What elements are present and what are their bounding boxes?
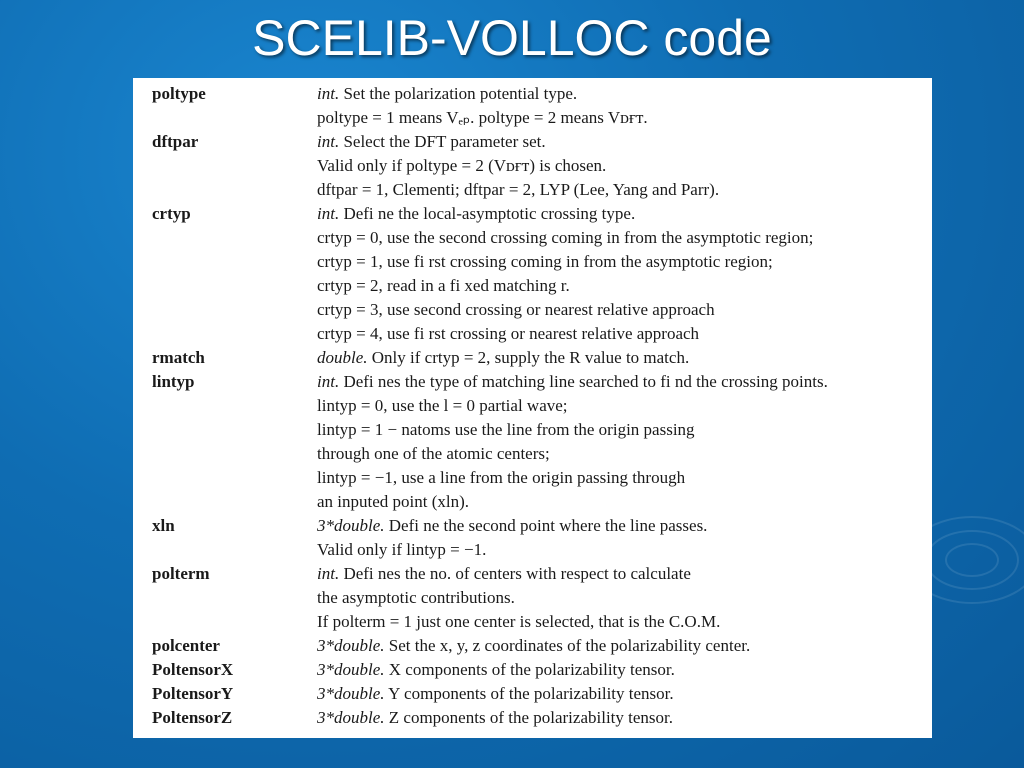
parameter-type: int. xyxy=(317,84,340,103)
parameter-text: Select the DFT parameter set. xyxy=(339,132,546,151)
parameter-text: crtyp = 1, use fi rst crossing coming in from the asymptotic region; xyxy=(317,252,773,271)
table-row xyxy=(133,298,932,322)
parameter-text: poltype = 1 means Vₑₚ. poltype = 2 means Vᴅғᴛ. xyxy=(317,108,648,127)
parameter-name: PoltensorZ xyxy=(152,708,233,727)
parameter-text: the asymptotic contributions. xyxy=(317,588,515,607)
table-row xyxy=(133,130,932,154)
parameter-text: Valid only if poltype = 2 (Vᴅғᴛ) is chosen. xyxy=(317,156,607,175)
parameter-type: int. xyxy=(317,564,340,583)
parameter-description xyxy=(317,634,750,658)
parameter-description xyxy=(317,394,568,418)
parameter-description xyxy=(317,298,715,322)
parameter-description xyxy=(317,442,550,466)
parameter-description xyxy=(317,346,689,370)
table-row xyxy=(133,442,932,466)
parameter-description xyxy=(317,250,773,274)
parameter-text: lintyp = −1, use a line from the origin passing through xyxy=(317,468,686,487)
parameter-text: dftpar = 1, Clementi; dftpar = 2, LYP (Lee, Yang and Parr). xyxy=(317,180,720,199)
parameter-description xyxy=(317,178,719,202)
parameter-table xyxy=(133,78,932,738)
parameter-name: dftpar xyxy=(152,132,199,151)
table-row xyxy=(133,658,932,682)
table-row xyxy=(133,226,932,250)
parameter-description xyxy=(317,418,695,442)
parameter-type: 3*double. xyxy=(317,516,385,535)
parameter-name: PoltensorX xyxy=(152,660,234,679)
parameter-text: Defi ne the second point where the line passes. xyxy=(384,516,708,535)
table-row xyxy=(133,514,932,538)
parameter-description xyxy=(317,130,546,154)
parameter-description xyxy=(317,586,515,610)
table-row xyxy=(133,466,932,490)
parameter-name: xln xyxy=(152,516,175,535)
parameter-name: polcenter xyxy=(152,636,220,655)
parameter-name: crtyp xyxy=(152,204,191,223)
table-row xyxy=(133,706,932,730)
table-row xyxy=(133,106,932,130)
parameter-text: Defi ne the local-asymptotic crossing type. xyxy=(339,204,636,223)
parameter-name: poltype xyxy=(152,84,206,103)
parameter-text: Set the x, y, z coordinates of the polarizability center. xyxy=(384,636,751,655)
parameter-description xyxy=(317,202,635,226)
parameter-text: Valid only if lintyp = −1. xyxy=(317,540,487,559)
parameter-type: 3*double. xyxy=(317,708,385,727)
table-row xyxy=(133,682,932,706)
parameter-name: polterm xyxy=(152,564,210,583)
parameter-description xyxy=(317,658,675,682)
table-row xyxy=(133,394,932,418)
parameter-type: int. xyxy=(317,372,340,391)
parameter-description xyxy=(317,82,577,106)
parameter-text: crtyp = 4, use fi rst crossing or nearest relative approach xyxy=(317,324,700,343)
parameter-type: int. xyxy=(317,132,340,151)
parameter-text: X components of the polarizability tensor. xyxy=(384,660,675,679)
parameter-description xyxy=(317,226,813,250)
table-row xyxy=(133,250,932,274)
parameter-text: crtyp = 3, use second crossing or nearest relative approach xyxy=(317,300,715,319)
parameter-type: int. xyxy=(317,204,340,223)
parameter-name: rmatch xyxy=(152,348,205,367)
table-row xyxy=(133,634,932,658)
parameter-text: crtyp = 0, use the second crossing coming in from the asymptotic region; xyxy=(317,228,814,247)
table-row xyxy=(133,370,932,394)
parameter-description xyxy=(317,682,674,706)
parameter-description xyxy=(317,106,648,130)
table-row xyxy=(133,538,932,562)
parameter-description xyxy=(317,562,691,586)
parameter-text: lintyp = 1 − natoms use the line from the origin passing xyxy=(317,420,695,439)
table-row xyxy=(133,490,932,514)
table-row xyxy=(133,346,932,370)
parameter-description xyxy=(317,274,570,298)
parameter-description xyxy=(317,154,606,178)
parameter-text: an inputed point (xln). xyxy=(317,492,470,511)
parameter-text: Defi nes the type of matching line searched to fi nd the crossing points. xyxy=(339,372,828,391)
parameter-name: lintyp xyxy=(152,372,195,391)
table-row xyxy=(133,418,932,442)
table-row xyxy=(133,202,932,226)
parameter-text: crtyp = 2, read in a fi xed matching r. xyxy=(317,276,570,295)
parameter-type: 3*double. xyxy=(317,636,385,655)
parameter-text: Defi nes the no. of centers with respect to calculate xyxy=(339,564,691,583)
table-row xyxy=(133,586,932,610)
parameter-description xyxy=(317,706,673,730)
parameter-text: lintyp = 0, use the l = 0 partial wave; xyxy=(317,396,568,415)
parameter-description xyxy=(317,466,685,490)
parameter-type: double. xyxy=(317,348,368,367)
parameter-text: Only if crtyp = 2, supply the R value to match. xyxy=(367,348,690,367)
parameter-type: 3*double. xyxy=(317,660,385,679)
parameter-description xyxy=(317,490,469,514)
table-row xyxy=(133,178,932,202)
parameter-description xyxy=(317,370,828,394)
parameter-text: Y components of the polarizability tensor. xyxy=(384,684,674,703)
parameter-text: Set the polarization potential type. xyxy=(339,84,578,103)
parameter-text: Z components of the polarizability tensor. xyxy=(384,708,673,727)
parameter-text: If polterm = 1 just one center is selected, that is the C.O.M. xyxy=(317,612,721,631)
parameter-description xyxy=(317,322,699,346)
table-row xyxy=(133,274,932,298)
parameter-name: PoltensorY xyxy=(152,684,234,703)
parameter-text: through one of the atomic centers; xyxy=(317,444,550,463)
table-row xyxy=(133,562,932,586)
table-row xyxy=(133,610,932,634)
parameter-description xyxy=(317,538,486,562)
table-row xyxy=(133,322,932,346)
parameter-description xyxy=(317,514,707,538)
parameter-type: 3*double. xyxy=(317,684,385,703)
parameter-description xyxy=(317,610,720,634)
table-row xyxy=(133,82,932,106)
table-row xyxy=(133,154,932,178)
slide-title: SCELIB-VOLLOC code xyxy=(252,10,772,66)
